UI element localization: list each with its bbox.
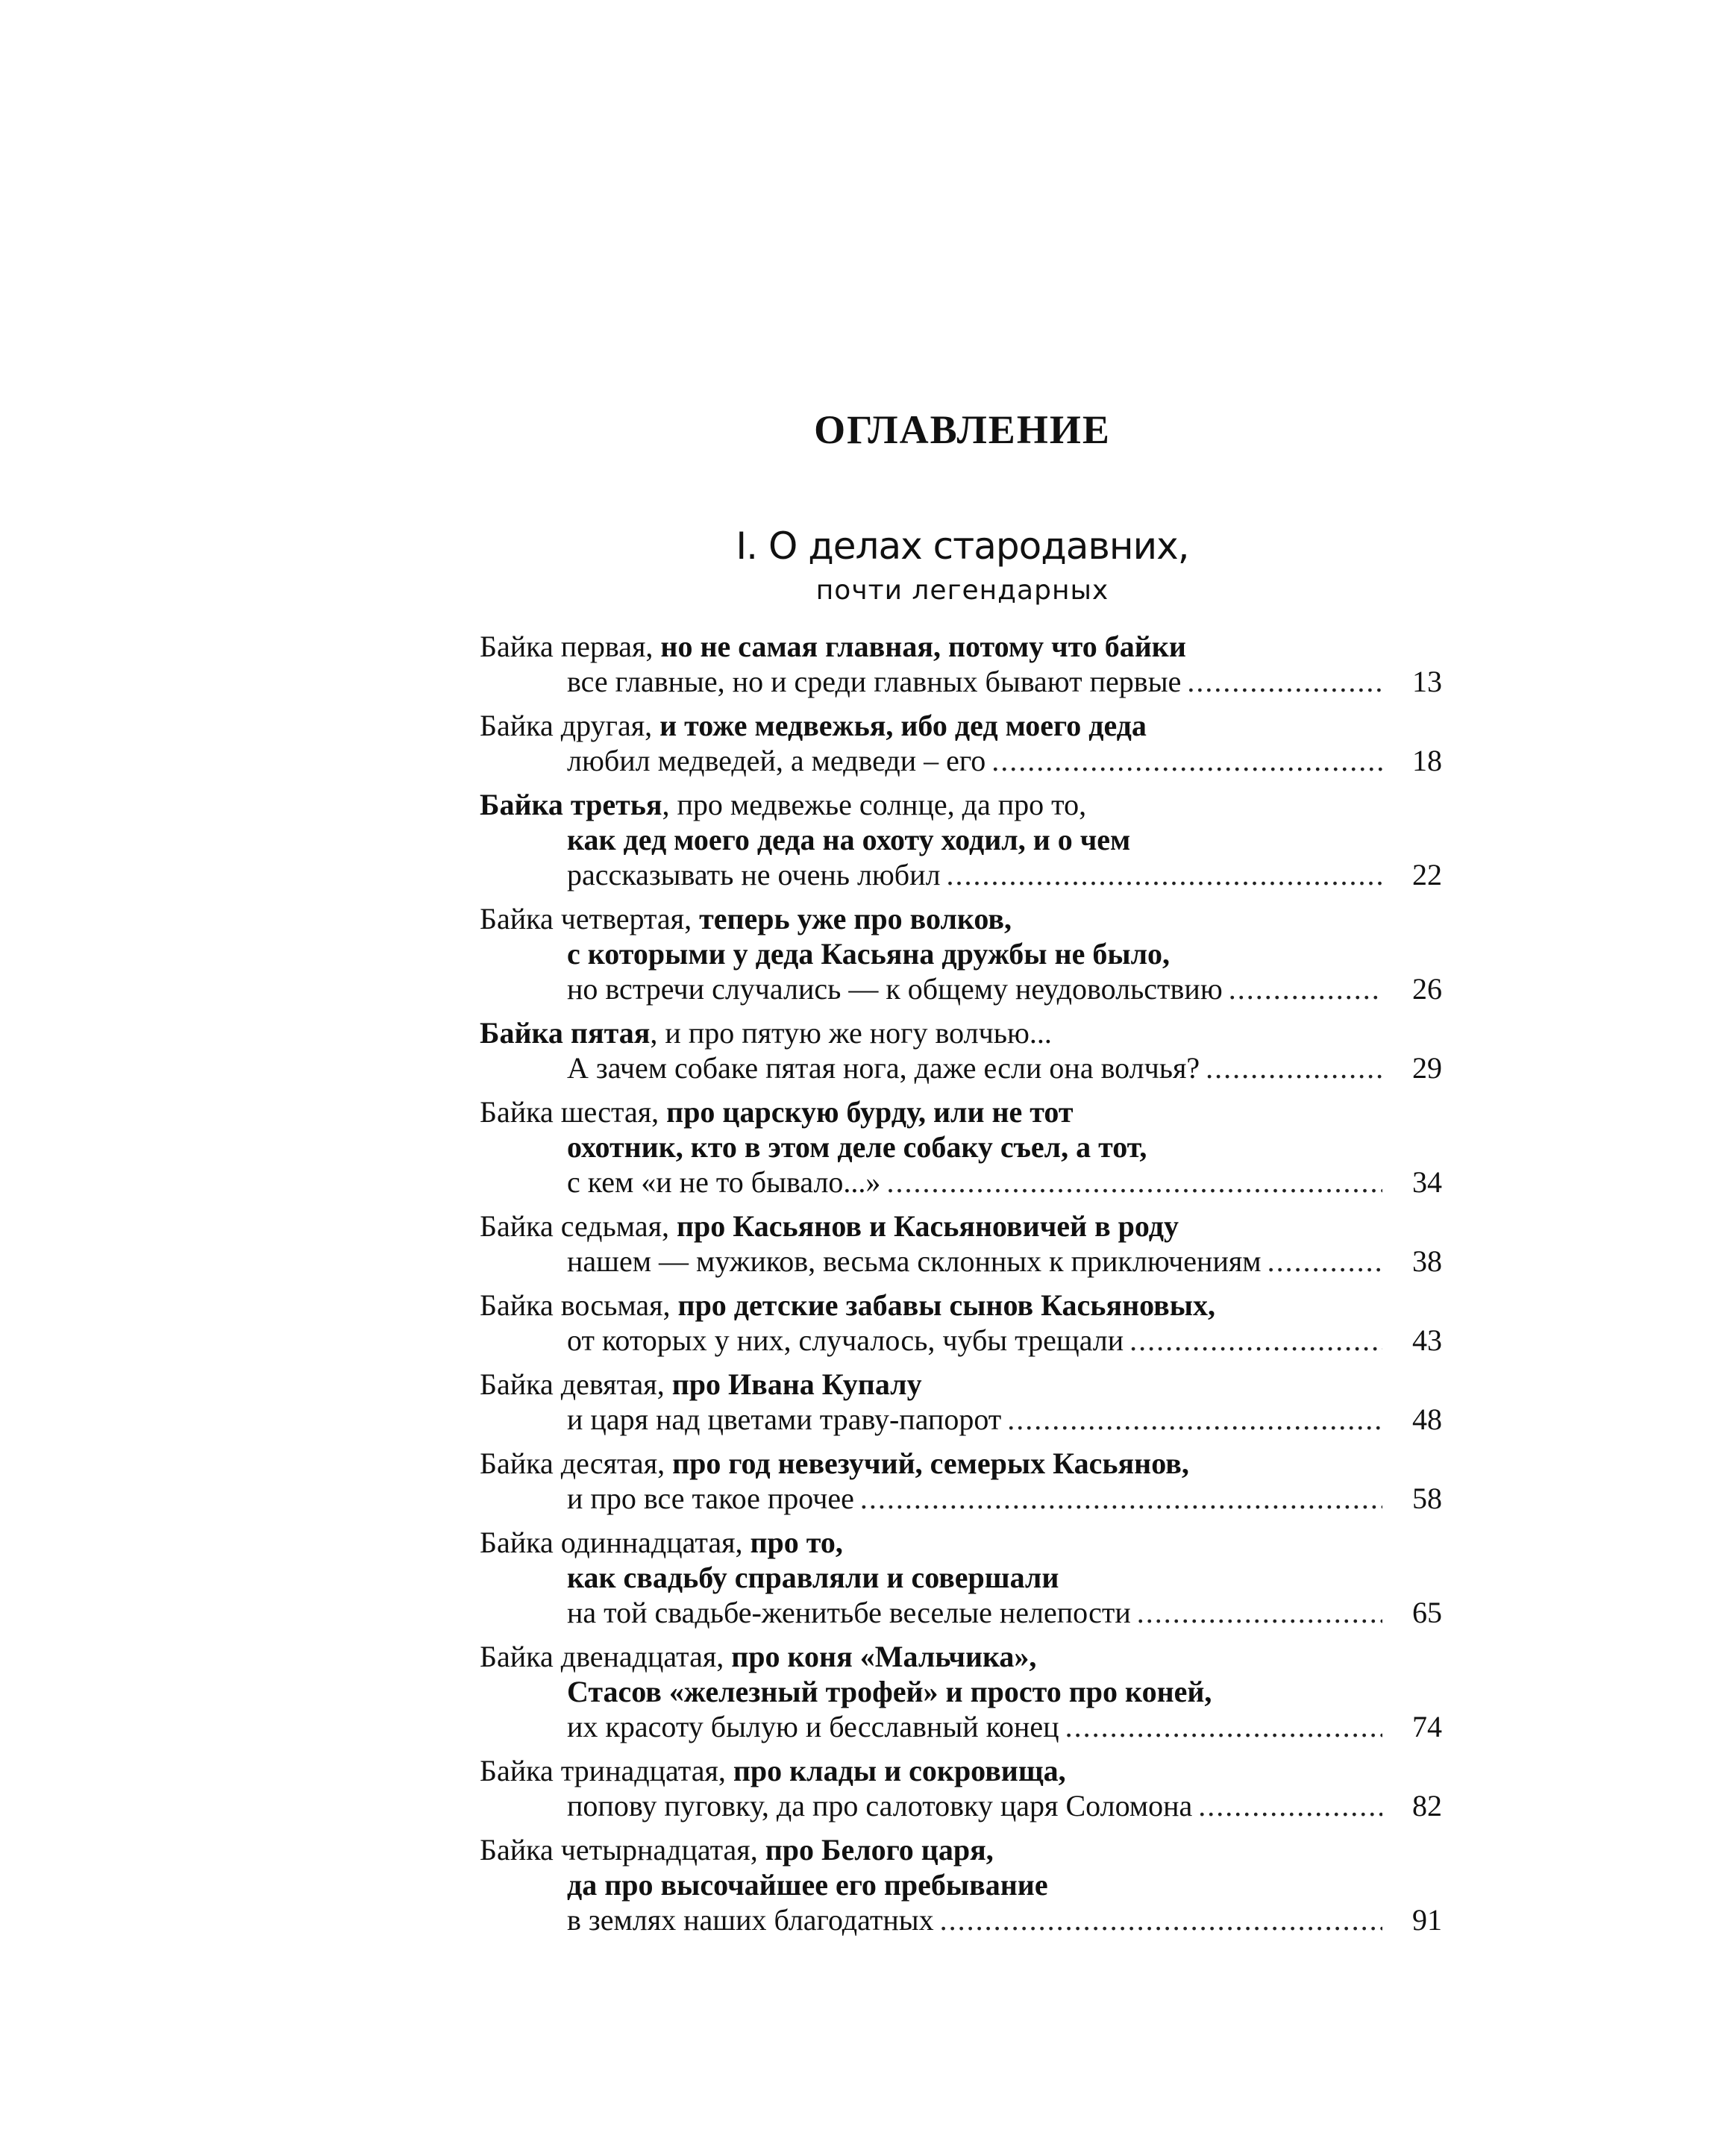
toc-entry-text-regular: Байка седьмая, <box>480 1209 677 1243</box>
toc-entry-continuation-line <box>480 664 1442 699</box>
toc-entry-text <box>567 1675 1212 1708</box>
toc-entry-text-regular: Байка одиннадцатая, <box>480 1526 751 1559</box>
toc-entry-text-bold: охотник, кто в этом деле собаку съел, а тот, <box>567 1130 1147 1164</box>
toc-entry-title-line <box>480 1639 1442 1674</box>
toc-entry-text <box>480 709 1147 742</box>
dot-leader <box>1187 664 1382 699</box>
toc-entry-continuation-line <box>480 1709 1442 1744</box>
toc-entry-text-regular: Байка девятая, <box>480 1367 672 1401</box>
toc-entry[interactable] <box>480 1639 1442 1744</box>
toc-entry-text-regular: в землях наших благодатных <box>567 1903 934 1937</box>
toc-entry-text-regular: их красоту былую и бесславный конец <box>567 1710 1059 1743</box>
toc-entry-text-bold: про Ивана Купалу <box>671 1367 922 1401</box>
toc-entry-text <box>567 1244 1262 1279</box>
toc-entry-text <box>567 1709 1059 1744</box>
page-number: 34 <box>1412 1165 1442 1199</box>
toc-entry[interactable] <box>480 629 1442 699</box>
dot-leader <box>886 1165 1382 1200</box>
page-number: 43 <box>1412 1323 1442 1357</box>
toc-entry[interactable] <box>480 1288 1442 1358</box>
toc-entry-title-line <box>480 629 1442 664</box>
toc-entry-text <box>567 937 1170 971</box>
page-number: 18 <box>1412 744 1442 777</box>
toc-entry-continuation-line <box>480 1560 1442 1595</box>
toc-entry-text <box>567 971 1223 1006</box>
toc-entry-text <box>480 630 1186 663</box>
toc-entry-text <box>567 1868 1048 1902</box>
toc-entry-continuation-line <box>480 1788 1442 1823</box>
toc-entry[interactable] <box>480 1446 1442 1516</box>
toc-entry[interactable] <box>480 1015 1442 1085</box>
toc-entry-text-regular: Байка двенадцатая, <box>480 1640 732 1673</box>
page-number: 29 <box>1412 1051 1442 1085</box>
toc-entry-title-line <box>480 1525 1442 1560</box>
toc-entry-text <box>567 1165 880 1200</box>
toc-entry-text-regular: А зачем собаке пятая нога, даже если она волчья? <box>567 1051 1200 1085</box>
toc-entry-text <box>480 1016 1052 1050</box>
page-number: 13 <box>1412 665 1442 698</box>
table-of-contents <box>480 629 1442 1946</box>
toc-entry-text <box>567 1902 934 1937</box>
toc-entry-text-bold: про Белого царя, <box>765 1833 994 1867</box>
toc-entry-continuation-line <box>480 1481 1442 1516</box>
toc-entry-text-bold: теперь уже про волков, <box>699 902 1012 935</box>
toc-entry-continuation-line <box>480 857 1442 892</box>
toc-entry-continuation-line <box>480 971 1442 1006</box>
toc-entry-title-line <box>480 1367 1442 1402</box>
section-subtitle: почти легендарных <box>815 575 1109 606</box>
toc-entry-text <box>567 1323 1124 1358</box>
toc-entry-continuation-line <box>480 1244 1442 1279</box>
toc-entry-text <box>480 1640 1036 1673</box>
toc-entry[interactable] <box>480 1753 1442 1823</box>
toc-entry[interactable] <box>480 1525 1442 1630</box>
toc-entry-text-bold: про то, <box>750 1526 843 1559</box>
toc-entry[interactable] <box>480 708 1442 778</box>
section-heading <box>642 522 1283 612</box>
toc-entry-continuation-line <box>480 1050 1442 1085</box>
dot-leader <box>991 743 1382 778</box>
toc-entry[interactable] <box>480 901 1442 1006</box>
toc-entry-text <box>567 857 941 892</box>
toc-entry-text <box>480 1526 843 1559</box>
toc-entry-text-bold: и тоже медвежья, ибо дед моего деда <box>659 709 1147 742</box>
page-number: 65 <box>1412 1596 1442 1629</box>
toc-entry-text-bold: про Касьянов и Касьяновичей в роду <box>676 1209 1179 1243</box>
toc-entry-text-bold: но не самая главная, потому что байки <box>660 630 1186 663</box>
toc-entry-continuation-line <box>480 1674 1442 1709</box>
toc-entry-continuation-line <box>480 1129 1442 1165</box>
page-number: 48 <box>1412 1402 1442 1436</box>
toc-entry-text <box>480 1447 1189 1480</box>
toc-entry-text-bold: про царскую бурду, или не тот <box>666 1095 1074 1129</box>
dot-leader <box>1229 971 1382 1006</box>
toc-entry-continuation-line <box>480 1323 1442 1358</box>
toc-entry-text <box>480 1367 922 1401</box>
toc-entry-text <box>480 1288 1215 1322</box>
toc-entry-text <box>480 1833 994 1867</box>
dot-leader <box>1198 1788 1382 1823</box>
toc-entry-text-regular: рассказывать не очень любил <box>567 858 941 891</box>
toc-entry-text <box>567 1595 1131 1630</box>
section-title: I. О делах стародавних, <box>736 524 1189 568</box>
toc-entry-text-regular: все главные, но и среди главных бывают первые <box>567 665 1182 698</box>
toc-entry-text-regular: Байка шестая, <box>480 1095 667 1129</box>
toc-entry-text <box>480 788 1086 821</box>
toc-entry-text-bold: Стасов «железный трофей» и просто про коней, <box>567 1675 1212 1708</box>
toc-entry[interactable] <box>480 1832 1442 1937</box>
dot-leader <box>1206 1050 1382 1085</box>
dot-leader <box>1137 1595 1382 1630</box>
toc-entry-title-line <box>480 1209 1442 1244</box>
toc-entry-text <box>567 664 1181 699</box>
toc-entry-text-bold: Байка третья <box>480 788 662 821</box>
toc-entry-text-regular: но встречи случались — к общему неудовольствию <box>567 972 1223 1006</box>
toc-entry-text-bold: с которыми у деда Касьяна дружбы не было, <box>567 937 1171 971</box>
page-title: ОГЛАВЛЕНИЕ <box>814 407 1111 452</box>
dot-leader <box>1007 1402 1382 1437</box>
toc-entry-text <box>567 1561 1059 1594</box>
toc-entry-text <box>567 1402 1001 1437</box>
toc-entry-title-line <box>480 901 1442 936</box>
page-number: 74 <box>1412 1710 1442 1743</box>
toc-entry-text-regular: , про медвежье солнце, да про то, <box>662 788 1087 821</box>
toc-entry-title-line <box>480 1094 1442 1129</box>
toc-entry-continuation-line <box>480 1165 1442 1200</box>
page-number: 58 <box>1412 1482 1442 1515</box>
toc-entry-continuation-line <box>480 822 1442 857</box>
toc-entry-title-line <box>480 708 1442 743</box>
toc-entry-text-regular: и царя над цветами траву-папорот <box>567 1402 1002 1436</box>
toc-entry-continuation-line <box>480 1902 1442 1937</box>
toc-entry-text-regular: Байка восьмая, <box>480 1288 678 1322</box>
toc-entry-text-bold: как свадьбу справляли и совершали <box>567 1561 1059 1594</box>
page-number: 91 <box>1412 1903 1442 1937</box>
dot-leader <box>1065 1709 1382 1744</box>
toc-entry-text-regular: и про все такое прочее <box>567 1482 854 1515</box>
toc-entry-text-regular: попову пуговку, да про салотовку царя Соломона <box>567 1789 1193 1823</box>
toc-entry-title-line <box>480 1753 1442 1788</box>
toc-entry-text-regular: Байка десятая, <box>480 1447 673 1480</box>
toc-entry-text <box>567 1788 1192 1823</box>
toc-entry-text-bold: да про высочайшее его пребывание <box>567 1868 1048 1902</box>
toc-entry-continuation-line <box>480 743 1442 778</box>
toc-entry-title-line <box>480 1446 1442 1481</box>
toc-entry-text <box>567 823 1130 856</box>
toc-entry[interactable] <box>480 787 1442 892</box>
toc-entry-text <box>567 1130 1147 1164</box>
toc-entry-text-bold: как дед моего деда на охоту ходил, и о чем <box>567 823 1131 856</box>
toc-entry-continuation-line <box>480 1867 1442 1902</box>
toc-entry-text <box>567 1481 854 1516</box>
toc-entry-text-regular: Байка тринадцатая, <box>480 1754 733 1787</box>
toc-entry-text-regular: любил медведей, а медведи – его <box>567 744 986 777</box>
toc-entry-text-bold: про год невезучий, семерых Касьянов, <box>672 1447 1189 1480</box>
toc-entry-text <box>480 1095 1074 1129</box>
toc-entry-text-regular: Байка другая, <box>480 709 660 742</box>
page-number: 82 <box>1412 1789 1442 1823</box>
toc-entry-title-line <box>480 1015 1442 1050</box>
toc-entry-text <box>480 1754 1066 1787</box>
toc-entry-continuation-line <box>480 936 1442 971</box>
toc-entry-title-line <box>480 787 1442 822</box>
toc-entry-text <box>567 743 985 778</box>
toc-entry[interactable] <box>480 1094 1442 1200</box>
toc-entry-text-bold: Байка пятая <box>480 1016 651 1050</box>
toc-entry-text-regular: с кем «и не то бывало...» <box>567 1165 881 1199</box>
toc-entry-text-regular: Байка четвертая, <box>480 902 700 935</box>
dot-leader <box>940 1902 1382 1937</box>
toc-entry[interactable] <box>480 1367 1442 1437</box>
toc-entry-text <box>480 1209 1179 1243</box>
toc-entry-continuation-line <box>480 1402 1442 1437</box>
toc-entry-text-bold: про коня «Мальчика», <box>731 1640 1037 1673</box>
dot-leader <box>860 1481 1382 1516</box>
toc-entry-text-regular: , и про пятую же ногу волчью... <box>650 1016 1052 1050</box>
dot-leader <box>947 857 1382 892</box>
toc-entry-text-regular: нашем — мужиков, весьма склонных к приключениям <box>567 1244 1262 1278</box>
dot-leader <box>1267 1244 1382 1279</box>
page-number: 38 <box>1412 1244 1442 1278</box>
toc-entry-text-bold: про детские забавы сынов Касьяновых, <box>677 1288 1215 1322</box>
toc-entry-text-regular: Байка четырнадцатая, <box>480 1833 765 1867</box>
toc-entry-text-bold: про клады и сокровища, <box>733 1754 1066 1787</box>
toc-entry[interactable] <box>480 1209 1442 1279</box>
page-number: 26 <box>1412 972 1442 1006</box>
toc-entry-title-line <box>480 1288 1442 1323</box>
dot-leader <box>1129 1323 1382 1358</box>
toc-entry-text-regular: на той свадьбе-женитьбе веселые нелепости <box>567 1596 1131 1629</box>
toc-entry-text <box>567 1050 1200 1085</box>
toc-entry-text-regular: от которых у них, случалось, чубы трещали <box>567 1323 1124 1357</box>
toc-entry-title-line <box>480 1832 1442 1867</box>
page-number: 22 <box>1412 858 1442 891</box>
toc-entry-continuation-line <box>480 1595 1442 1630</box>
toc-entry-text <box>480 902 1012 935</box>
toc-entry-text-regular: Байка первая, <box>480 630 661 663</box>
